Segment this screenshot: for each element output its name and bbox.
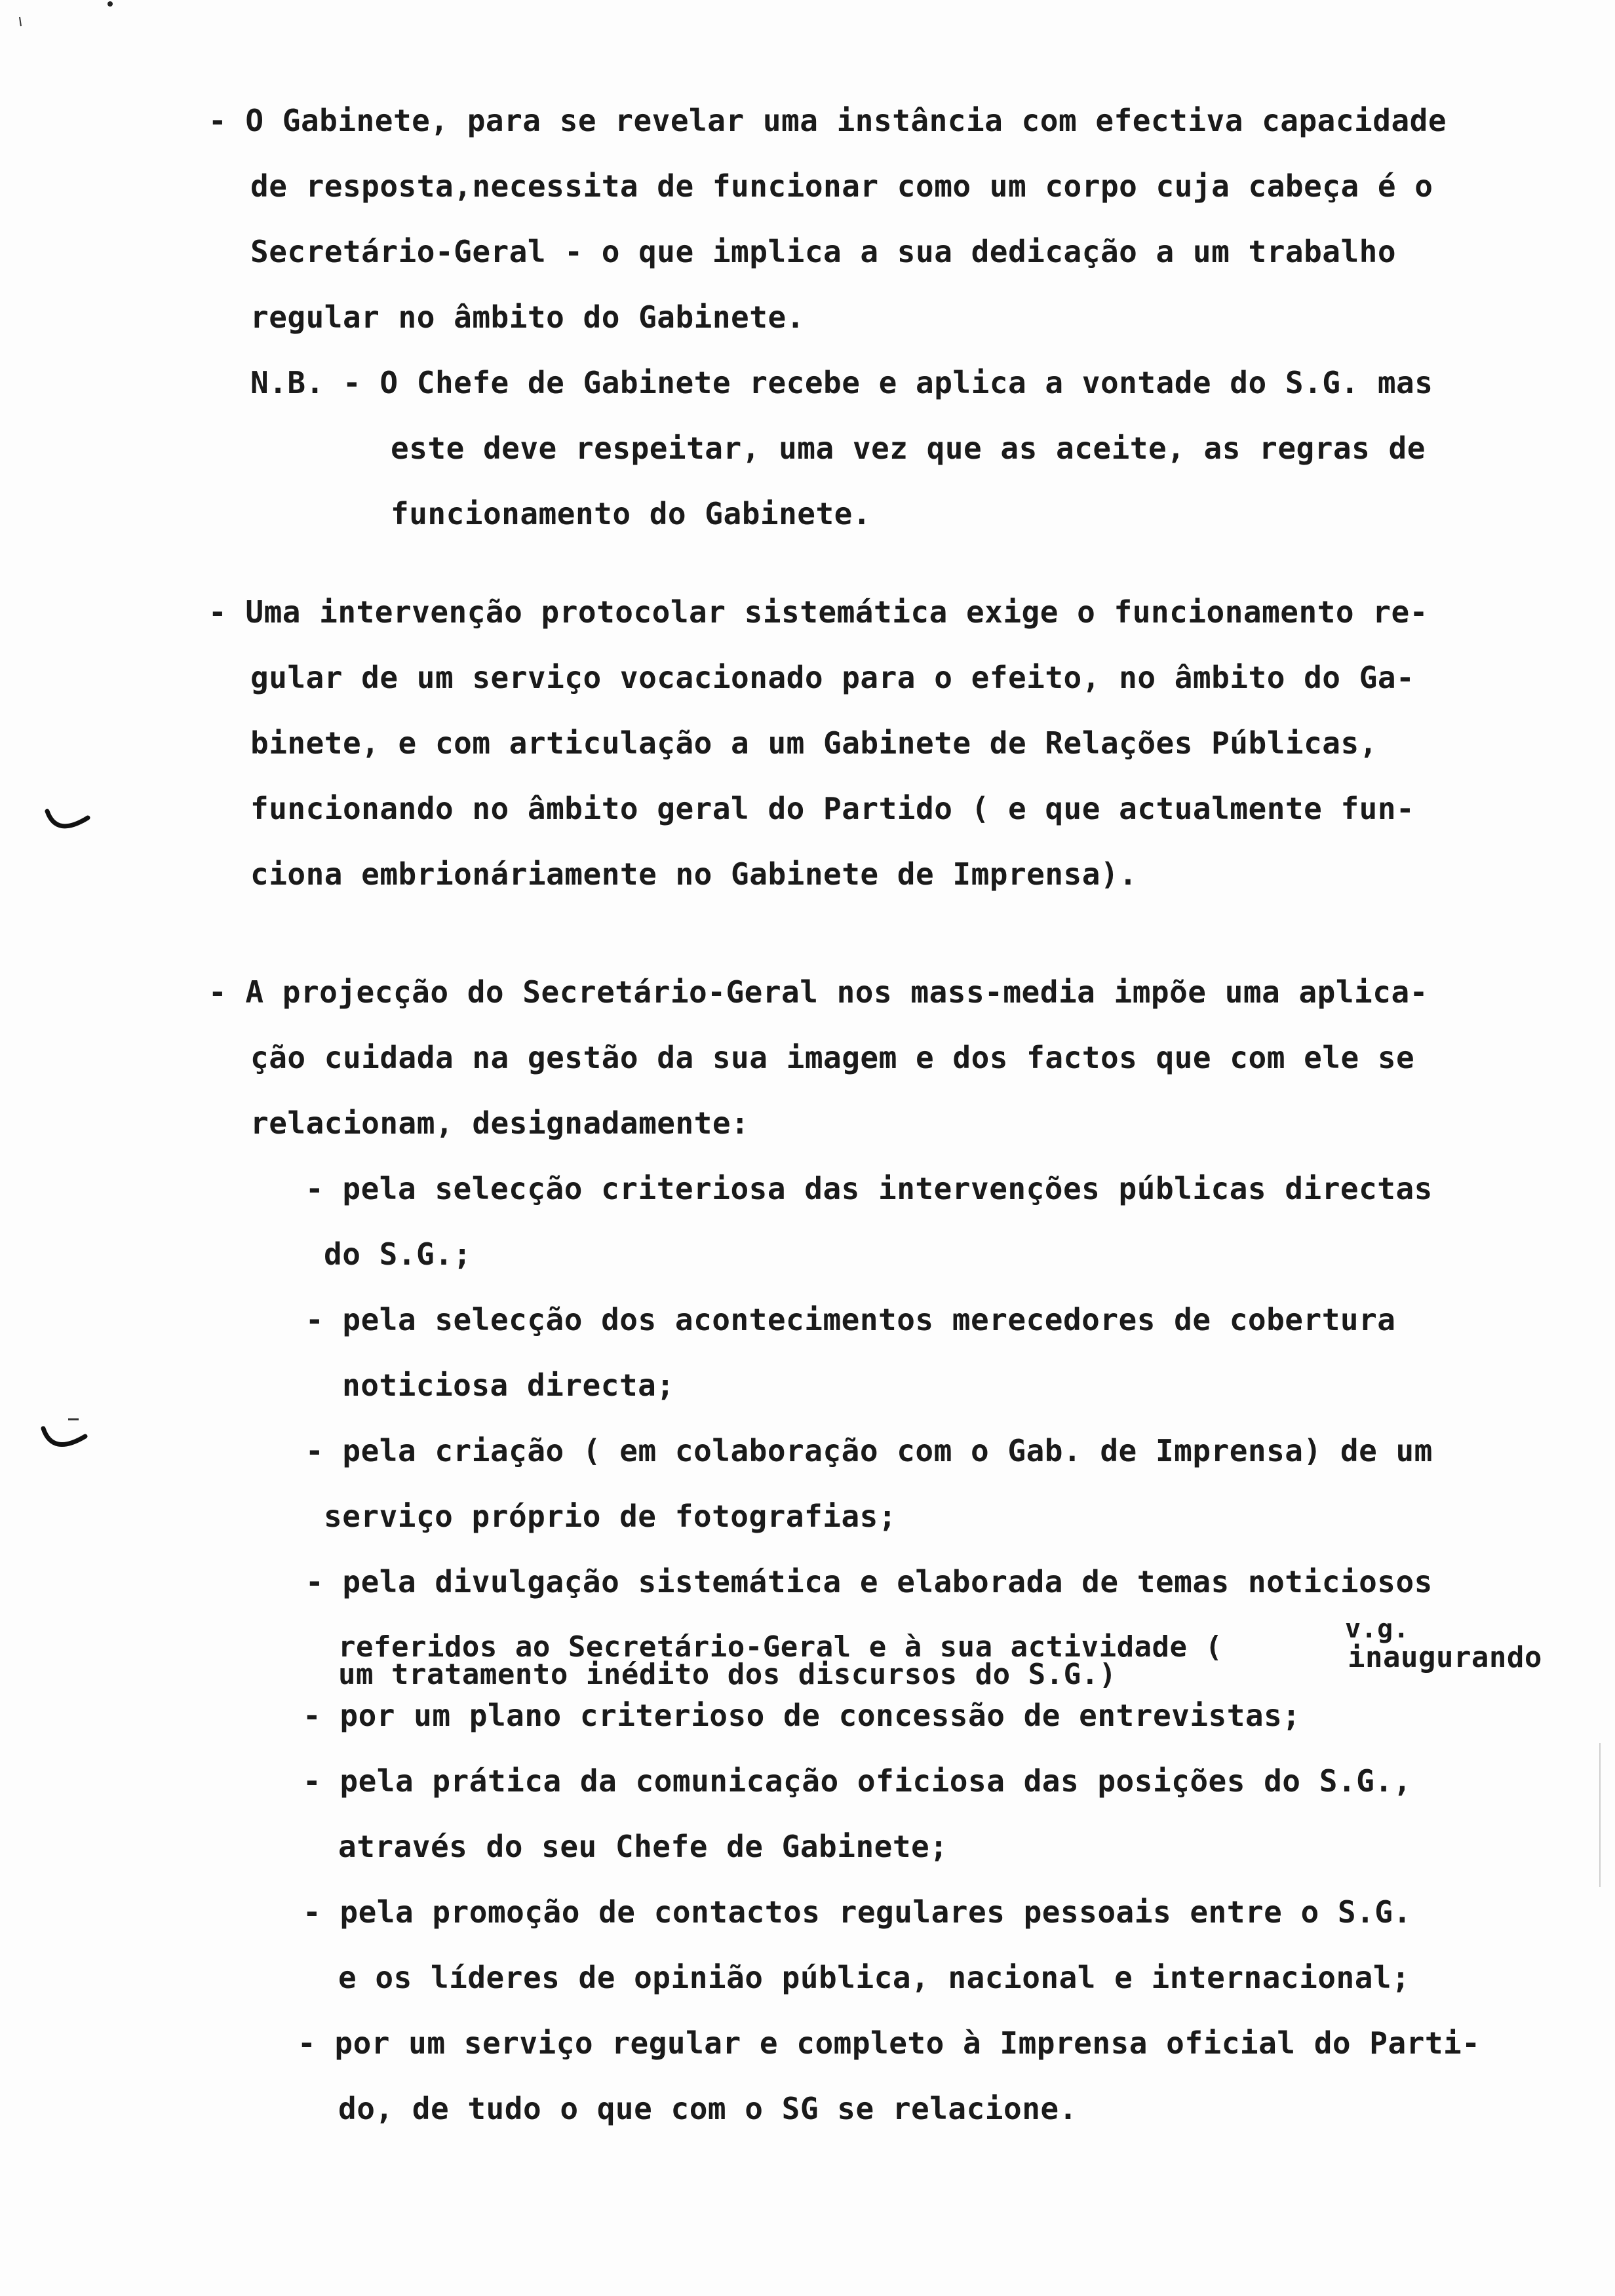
paragraph-1-line-2: de resposta,necessita de funcionar como um corpo cuja cabeça é o: [250, 168, 1433, 204]
list-item-3-line-1: - pela criação ( em colaboração com o Gab. de Imprensa) de um: [305, 1433, 1433, 1468]
paragraph-2-line-3: binete, e com articulação a um Gabinete de Relações Públicas,: [250, 725, 1378, 761]
paragraph-2-line-2: gular de um serviço vocacionado para o efeito, no âmbito do Ga-: [250, 660, 1415, 695]
corner-tick: [17, 16, 24, 29]
paragraph-2-line-4: funcionando no âmbito geral do Partido ( e que actualmente fun-: [250, 791, 1415, 826]
paragraph-1-line-3: Secretário-Geral - o que implica a sua dedicação a um trabalho: [250, 234, 1397, 269]
list-item-8-line-2: do, de tudo o que com o SG se relacione.: [338, 2091, 1078, 2126]
paragraph-3-line-2: ção cuidada na gestão da sua imagem e dos factos que com ele se: [250, 1040, 1415, 1075]
list-item-7-line-1: - pela promoção de contactos regulares pessoais entre o S.G.: [303, 1894, 1412, 1930]
list-item-4-line-1: - pela divulgação sistemática e elaborada de temas noticiosos: [305, 1564, 1433, 1599]
list-item-2-line-1: - pela selecção dos acontecimentos merecedores de cobertura: [305, 1302, 1396, 1337]
list-item-5: - por um plano criterioso de concessão de entrevistas;: [303, 1698, 1301, 1733]
note-line-3: funcionamento do Gabinete.: [391, 496, 872, 531]
list-item-1-line-1: - pela selecção criteriosa das intervenções públicas directas: [305, 1171, 1433, 1206]
paragraph-1-line-4: regular no âmbito do Gabinete.: [250, 299, 805, 335]
list-item-4-vg: v.g.: [1345, 1614, 1410, 1644]
punch-hole-mark-top: [43, 805, 96, 844]
paragraph-3-line-1: - A projecção do Secretário-Geral nos mass-media impõe uma aplica-: [208, 974, 1428, 1010]
list-item-4-line-3: um tratamento inédito dos discursos do S.G.): [338, 1658, 1117, 1691]
paragraph-3-line-3: relacionam, designadamente:: [250, 1105, 750, 1141]
list-item-6-line-1: - pela prática da comunicação oficiosa das posições do S.G.,: [303, 1763, 1412, 1799]
scan-edge-line: [1599, 1743, 1601, 1887]
list-item-7-line-2: e os líderes de opinião pública, nacional e internacional;: [338, 1960, 1411, 1995]
paragraph-1-line-1: - O Gabinete, para se revelar uma instância com efectiva capacidade: [208, 103, 1447, 138]
paragraph-2-line-1: - Uma intervenção protocolar sistemática exige o funcionamento re-: [208, 594, 1428, 630]
note-line-1: N.B. - O Chefe de Gabinete recebe e aplica a vontade do S.G. mas: [250, 365, 1433, 400]
list-item-4-line-2: referidos ao Secretário-Geral e à sua actividade (: [338, 1630, 1223, 1664]
punch-hole-mark-bottom: [39, 1415, 92, 1461]
list-item-3-line-2: serviço próprio de fotografias;: [324, 1499, 897, 1534]
list-item-2-line-2: noticiosa directa;: [342, 1368, 675, 1403]
note-line-2: este deve respeitar, uma vez que as aceite, as regras de: [391, 430, 1426, 466]
list-item-1-line-2: do S.G.;: [324, 1236, 472, 1272]
corner-speck: [104, 0, 117, 9]
list-item-8-line-1: - por um serviço regular e completo à Imprensa oficial do Parti-: [298, 2025, 1481, 2061]
list-item-6-line-2: através do seu Chefe de Gabinete;: [338, 1829, 948, 1864]
paragraph-2-line-5: ciona embrionáriamente no Gabinete de Imprensa).: [250, 856, 1138, 892]
list-item-4-inaugurando: inaugurando: [1348, 1641, 1542, 1674]
